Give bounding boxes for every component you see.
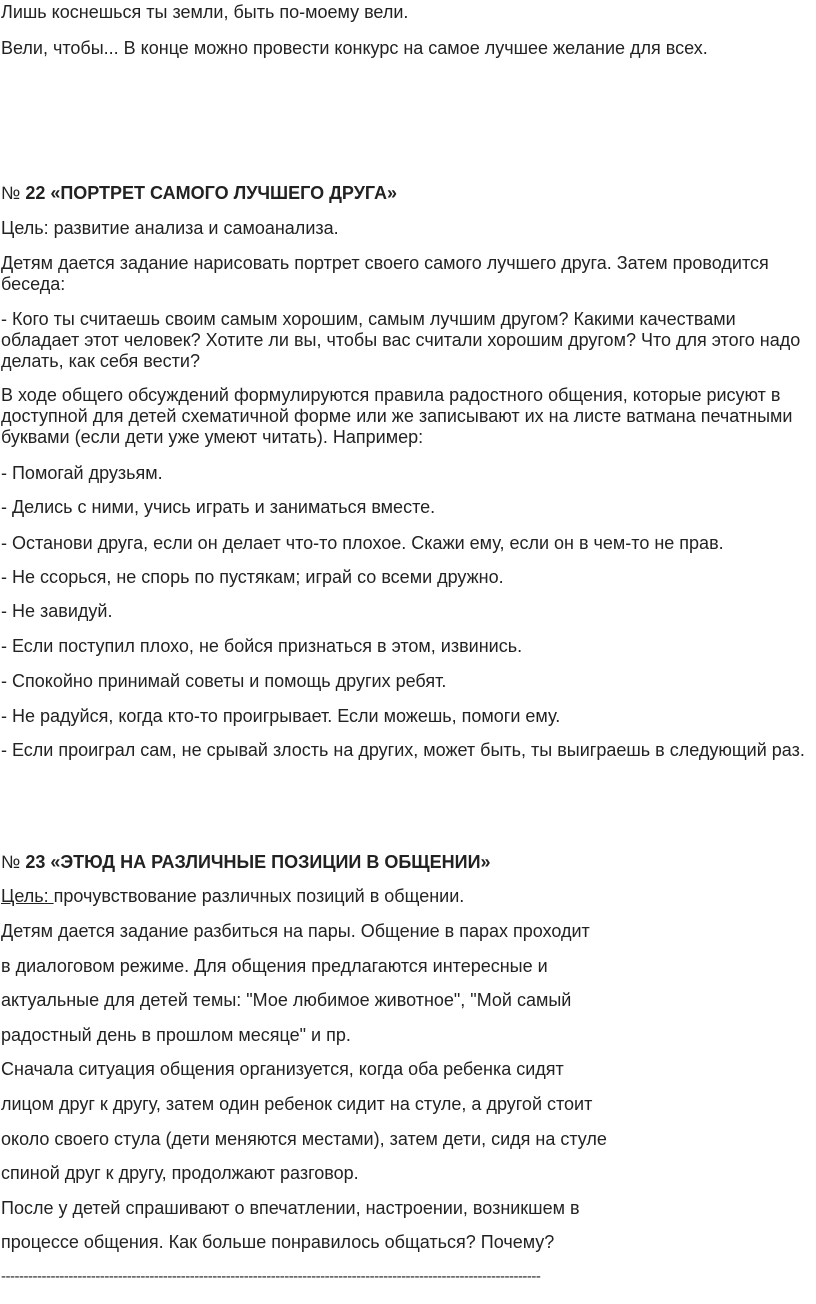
section-23-line: актуальные для детей темы: "Мое любимое животное", "Мой самый	[1, 990, 572, 1010]
section-23-line: радостный день в прошлом месяце" и пр.	[1, 1025, 351, 1045]
rule-item: - Спокойно принимай советы и помощь других ребят.	[1, 671, 447, 691]
section-23-line: После у детей спрашивают о впечатлении, настроении, возникшем в	[1, 1198, 580, 1218]
section-23-line: лицом друг к другу, затем один ребенок сидит на стуле, а другой стоит	[1, 1094, 593, 1114]
section-23-line: Детям дается задание разбиться на пары. Общение в парах проходит	[1, 921, 590, 941]
section-23-title: 23 «ЭТЮД НА РАЗЛИЧНЫЕ ПОЗИЦИИ В ОБЩЕНИИ»	[25, 852, 491, 872]
section-22-number-prefix: №	[1, 183, 26, 203]
section-23-line: процессе общения. Как больше понравилось общаться? Почему?	[1, 1232, 555, 1252]
section-23-line: в диалоговом режиме. Для общения предлагаются интересные и	[1, 956, 548, 976]
section-23-goal-label: Цель:	[1, 886, 54, 906]
rule-item: - Не ссорься, не спорь по пустякам; играй со всеми дружно.	[1, 567, 504, 587]
section-23-line: спиной друг к другу, продолжают разговор.	[1, 1163, 359, 1183]
section-22-paragraph-3: В ходе общего обсуждений формулируются правила радостного общения, которые рисуют в доступной для детей схематичной форме или же записывают их на листе ватмана печатными буквами (если дети уже умеют читать). Например:	[1, 385, 793, 447]
section-22-paragraph-2: - Кого ты считаешь своим самым хорошим, самым лучшим другом? Какими качествами обладает этот человек? Хотите ли вы, чтобы вас считали хорошим другом? Что для этого надо делать, как себя вести?	[1, 309, 801, 371]
rule-item: - Если проиграл сам, не срывай злость на других, может быть, ты выиграешь в следующий раз.	[1, 740, 805, 760]
rule-item: - Помогай друзьям.	[1, 463, 163, 483]
intro-line-1: Лишь коснешься ты земли, быть по-моему вели.	[1, 2, 409, 22]
rule-item: - Если поступил плохо, не бойся признаться в этом, извинись.	[1, 636, 523, 656]
section-23-goal	[1, 886, 811, 907]
section-22-goal: Цель: развитие анализа и самоанализа.	[1, 218, 339, 238]
section-23-line: около своего стула (дети меняются местами), затем дети, сидя на стуле	[1, 1129, 607, 1149]
section-23-number-prefix: №	[1, 852, 26, 872]
section-23-heading	[1, 852, 811, 873]
rule-item: - Останови друга, если он делает что-то плохое. Скажи ему, если он в чем-то не прав.	[1, 533, 724, 553]
section-22-heading	[1, 183, 811, 204]
intro-line-2: Вели, чтобы... В конце можно провести конкурс на самое лучшее желание для всех.	[1, 38, 708, 58]
section-23-goal-text: прочувствование различных позиций в общении.	[53, 886, 465, 906]
rule-item: - Не радуйся, когда кто-то проигрывает. Если можешь, помоги ему.	[1, 706, 561, 726]
separator-line: ------------------------------------------------------------------------------------------------------------------------	[1, 1268, 541, 1285]
section-22-title: 22 «ПОРТРЕТ САМОГО ЛУЧШЕГО ДРУГА»	[25, 183, 397, 203]
rule-item: - Делись с ними, учись играть и заниматься вместе.	[1, 497, 436, 517]
section-22-paragraph-1: Детям дается задание нарисовать портрет своего самого лучшего друга. Затем проводится беседа:	[1, 253, 769, 294]
section-23-line: Сначала ситуация общения организуется, когда оба ребенка сидят	[1, 1059, 564, 1079]
rule-item: - Не завидуй.	[1, 601, 113, 621]
